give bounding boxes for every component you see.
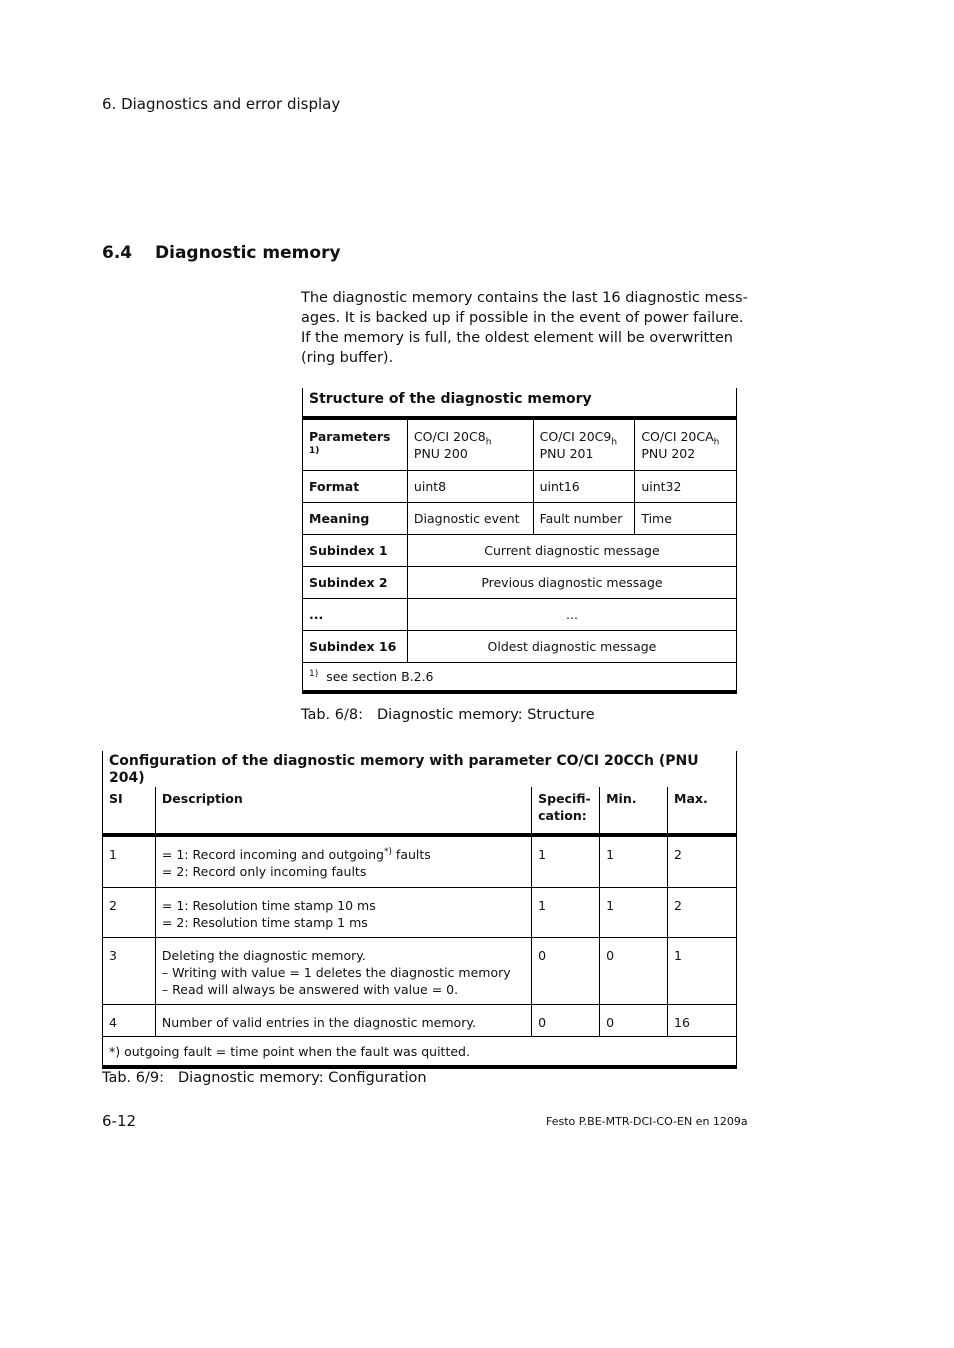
min-cell: 1 <box>600 887 668 937</box>
max-cell: 2 <box>668 887 737 937</box>
running-head: 6. Diagnostics and error display <box>102 95 341 113</box>
table-caption <box>301 707 595 723</box>
object-id: CO/CI 20C8 <box>413 429 486 444</box>
table-cell: Previous diagnostic message <box>407 566 736 598</box>
config-table-title: Configuration of the diagnostic memory with parameter CO/CI 20CCh (PNU 204) <box>103 751 737 787</box>
table-row <box>103 937 737 1004</box>
intro-paragraph <box>301 288 748 368</box>
subindex-label: Subindex 2 <box>303 566 408 598</box>
footnote-mark: 1) <box>309 668 319 679</box>
header-description: Description <box>155 787 531 835</box>
caption-text: Diagnostic memory: Configuration <box>178 1070 427 1086</box>
table-cell: Fault number <box>533 502 635 534</box>
caption-label: Tab. 6/8: <box>301 707 363 723</box>
table-cell: Time <box>635 502 737 534</box>
table-cell: Diagnostic event <box>407 502 533 534</box>
max-cell: 1 <box>668 937 737 1004</box>
config-table <box>102 751 737 1069</box>
intro-line: If the memory is full, the oldest element will be overwritten <box>301 330 733 346</box>
min-cell: 0 <box>600 1004 668 1036</box>
structure-table <box>302 388 737 694</box>
max-cell: 16 <box>668 1004 737 1036</box>
subindex-label: Subindex 16 <box>303 630 408 662</box>
table-row <box>303 630 737 662</box>
object-id: CO/CI 20CA <box>641 429 714 444</box>
param-cell <box>407 418 533 470</box>
structure-footnote <box>303 662 737 692</box>
intro-line: ages. It is backed up if possible in the event of power failure. <box>301 310 744 326</box>
min-cell: 0 <box>600 937 668 1004</box>
table-row <box>303 566 737 598</box>
description-line: = 1: Record incoming and outgoing <box>161 847 384 862</box>
caption-text: Diagnostic memory: Structure <box>377 707 595 723</box>
section-number: 6.4 <box>102 243 133 263</box>
table-cell: uint16 <box>533 470 635 502</box>
footnote-text: see section B.2.6 <box>326 668 434 684</box>
hex-suffix: h <box>713 437 720 448</box>
spec-cell: 0 <box>532 937 600 1004</box>
description-line: = 2: Resolution time stamp 1 ms <box>161 914 368 930</box>
spec-cell: 1 <box>532 835 600 887</box>
header-si: SI <box>103 787 156 835</box>
spec-cell: 0 <box>532 1004 600 1036</box>
table-cell: uint32 <box>635 470 737 502</box>
min-cell: 1 <box>600 835 668 887</box>
table-row <box>303 534 737 566</box>
format-label: Format <box>303 470 408 502</box>
description-cell <box>155 887 531 937</box>
si-cell: 4 <box>103 1004 156 1036</box>
table-header-row <box>103 787 737 835</box>
config-footnote: *) outgoing fault = time point when the fault was quitted. <box>103 1036 737 1067</box>
table-cell: ... <box>407 598 736 630</box>
params-label: Parameters <box>309 429 391 444</box>
si-cell: 2 <box>103 887 156 937</box>
description-cell <box>155 937 531 1004</box>
header-specification <box>532 787 600 835</box>
table-row <box>303 418 737 470</box>
description-bullet: – Writing with value = 1 deletes the diagnostic memory <box>161 964 511 980</box>
header-spec-line: cation: <box>538 808 587 823</box>
meaning-label: Meaning <box>303 502 408 534</box>
params-label-cell <box>303 418 408 470</box>
description-line: faults <box>391 847 431 862</box>
si-cell: 1 <box>103 835 156 887</box>
subindex-label: Subindex 1 <box>303 534 408 566</box>
section-title: Diagnostic memory <box>155 243 341 263</box>
table-cell: Oldest diagnostic message <box>407 630 736 662</box>
table-caption <box>102 1070 427 1086</box>
intro-line: (ring buffer). <box>301 350 394 366</box>
caption-label: Tab. 6/9: <box>102 1070 164 1086</box>
page-number: 6-12 <box>102 1112 137 1130</box>
header-min: Min. <box>600 787 668 835</box>
description-line: = 1: Resolution time stamp 10 ms <box>161 897 376 913</box>
pnu: PNU 200 <box>413 446 468 461</box>
table-cell: Current diagnostic message <box>407 534 736 566</box>
max-cell: 2 <box>668 835 737 887</box>
param-cell <box>533 418 635 470</box>
document-id: Festo P.BE-MTR-DCI-CO-EN en 1209a <box>546 1115 748 1128</box>
header-spec-line: Specifi- <box>538 791 591 806</box>
spec-cell: 1 <box>532 887 600 937</box>
pnu: PNU 201 <box>539 446 594 461</box>
hex-suffix: h <box>611 437 618 448</box>
intro-line: The diagnostic memory contains the last 16 diagnostic mess- <box>301 290 748 306</box>
footnote-mark: *) <box>383 846 392 857</box>
pnu: PNU 202 <box>641 446 696 461</box>
table-row <box>103 1004 737 1036</box>
structure-table-title: Structure of the diagnostic memory <box>303 388 737 418</box>
subindex-label: ... <box>303 598 408 630</box>
description-line: Deleting the diagnostic memory. <box>161 947 366 963</box>
table-row <box>303 598 737 630</box>
table-row <box>103 887 737 937</box>
si-cell: 3 <box>103 937 156 1004</box>
param-cell <box>635 418 737 470</box>
hex-suffix: h <box>485 437 492 448</box>
header-max: Max. <box>668 787 737 835</box>
table-row <box>303 470 737 502</box>
description-bullet: – Read will always be answered with value = 0. <box>161 981 459 997</box>
table-row <box>303 502 737 534</box>
object-id: CO/CI 20C9 <box>539 429 612 444</box>
description-cell <box>155 835 531 887</box>
table-row <box>103 835 737 887</box>
description-line: = 2: Record only incoming faults <box>161 864 367 879</box>
params-footnote-mark: 1) <box>309 445 320 456</box>
description-cell: Number of valid entries in the diagnostic memory. <box>155 1004 531 1036</box>
table-cell: uint8 <box>407 470 533 502</box>
